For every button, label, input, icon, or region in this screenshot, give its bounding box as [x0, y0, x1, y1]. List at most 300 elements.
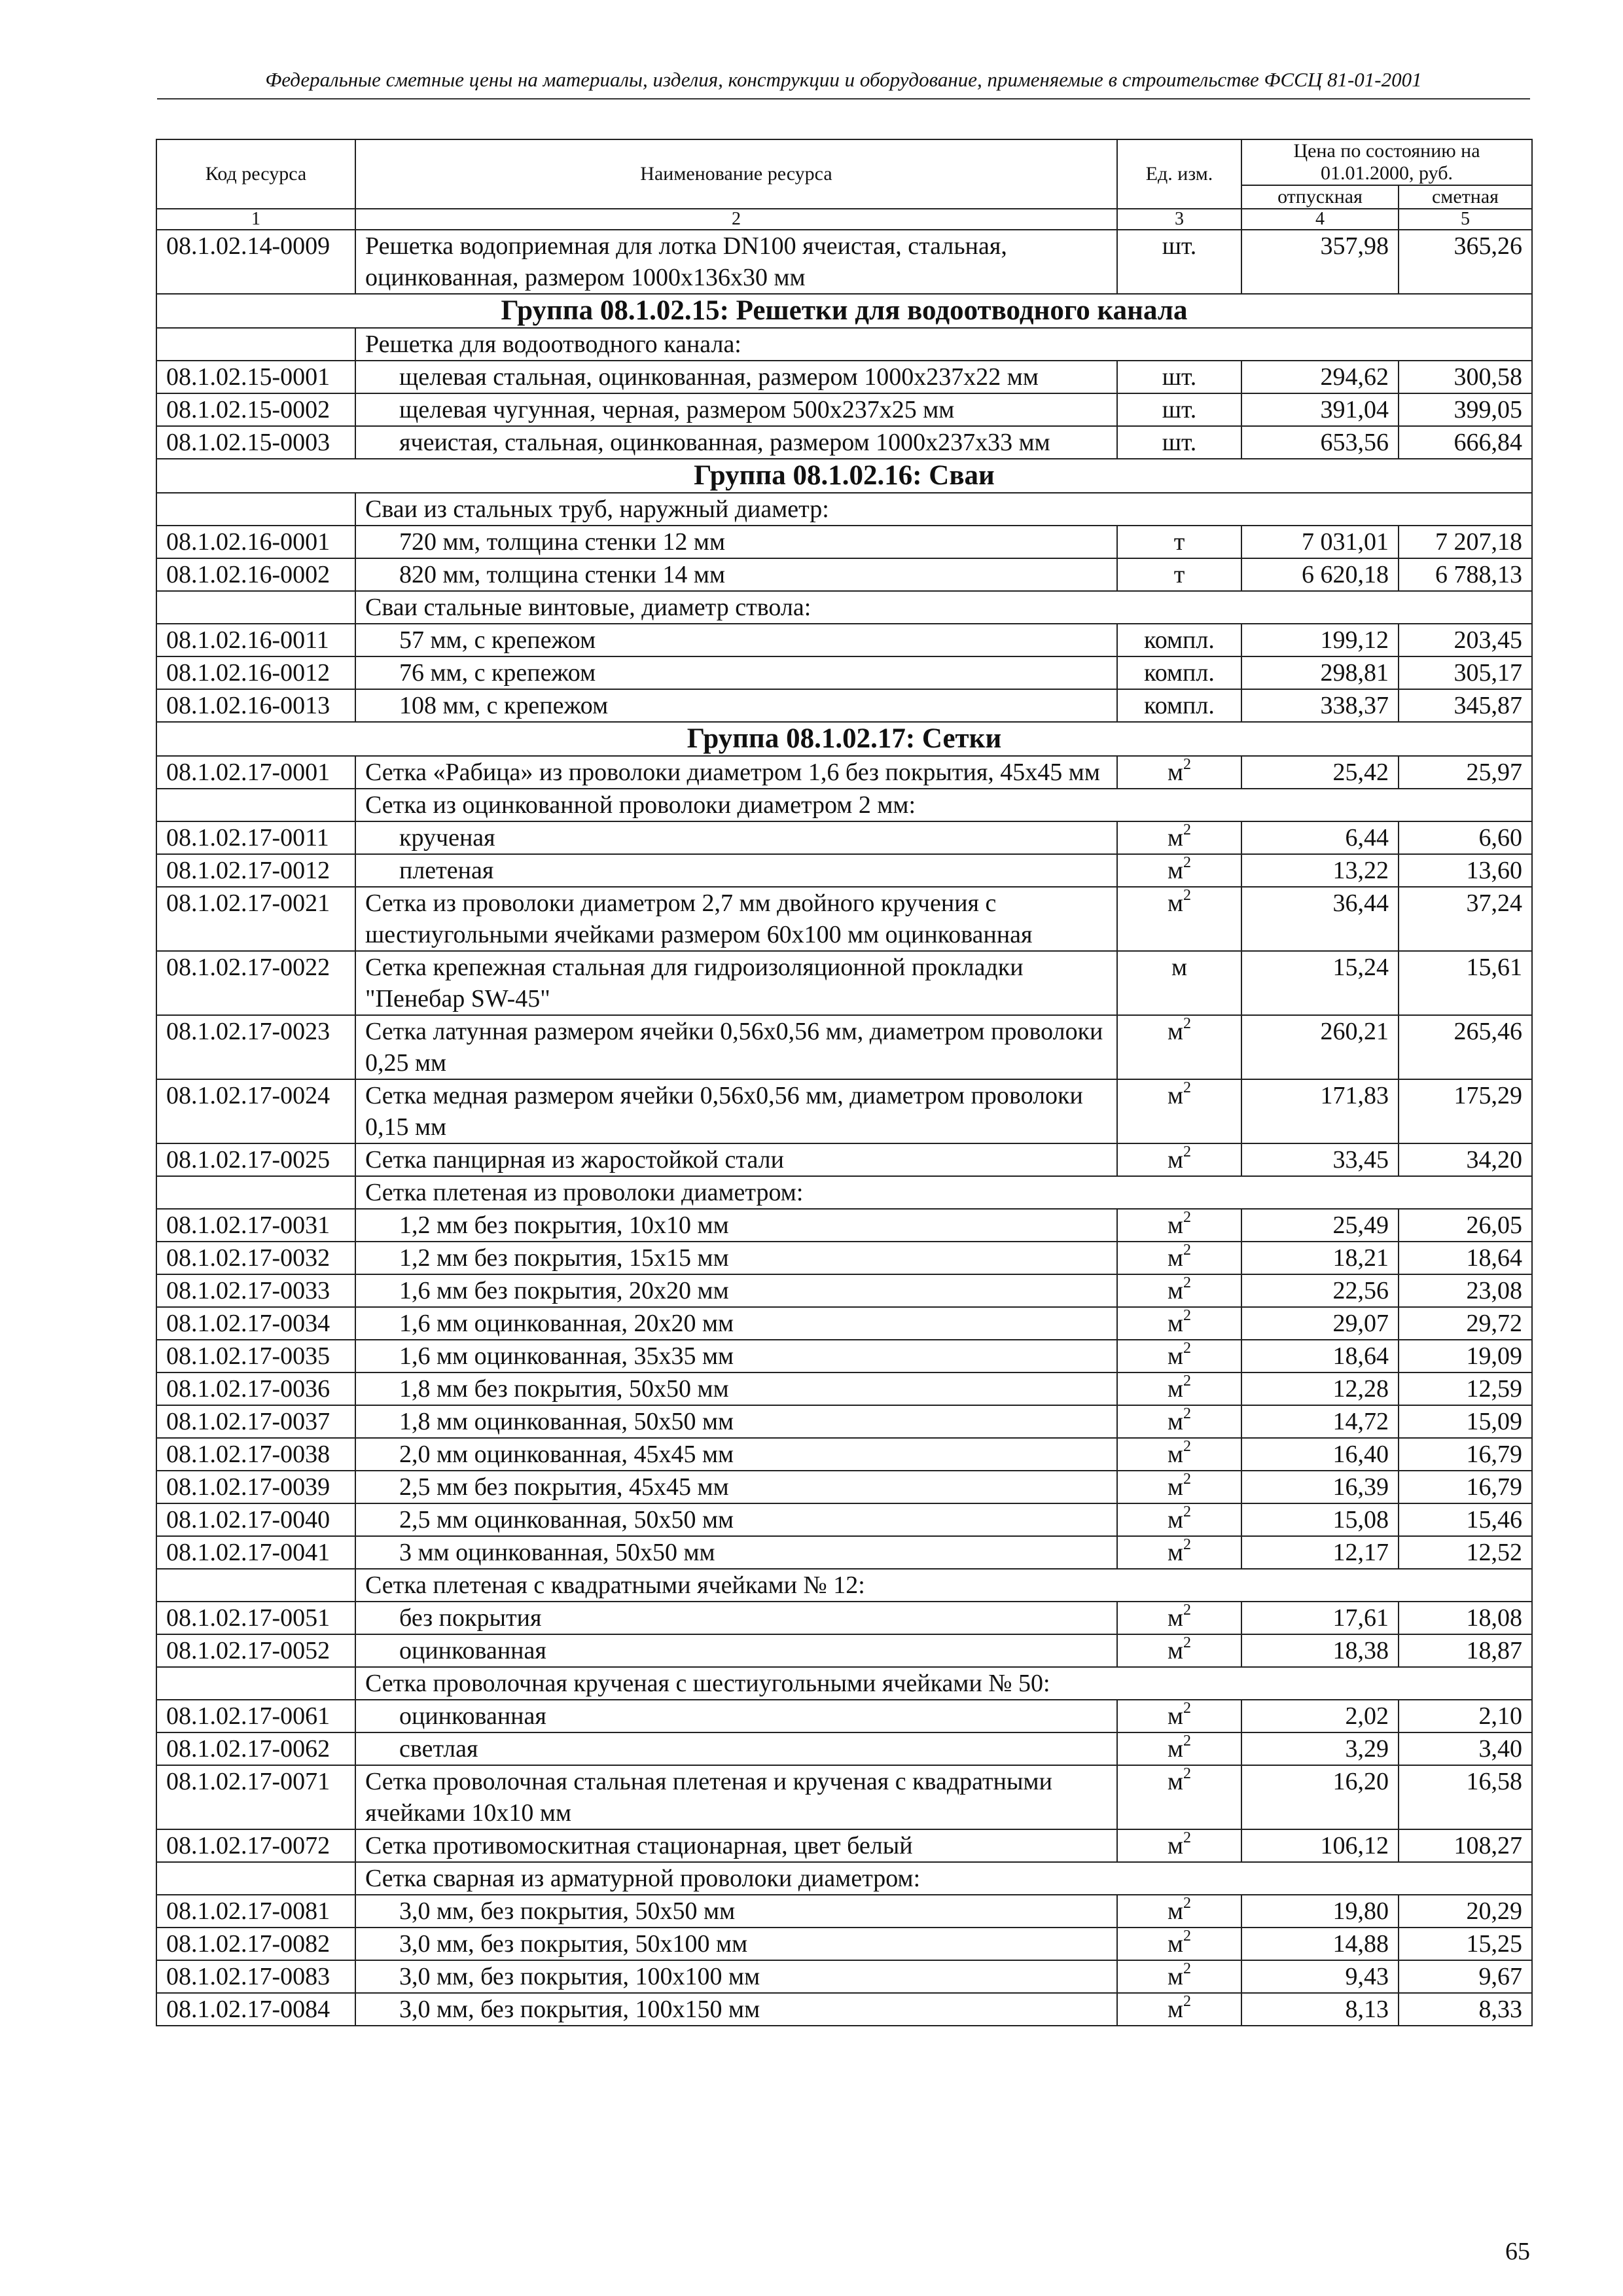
unit-cell — [1117, 526, 1241, 558]
resource-code: 08.1.02.17-0036 — [156, 1372, 355, 1405]
unit-cell — [1117, 1765, 1241, 1829]
running-header: Федеральные сметные цены на материалы, изделия, конструкции и оборудование, применяемые в строительстве ФССЦ 81-01-2001 — [157, 68, 1530, 99]
release-price: 15,24 — [1241, 951, 1399, 1015]
table-row — [156, 1372, 1532, 1405]
subheading-row — [156, 493, 1532, 526]
estimate-price: 300,58 — [1399, 361, 1532, 393]
resource-name-text: 3,0 мм, без покрытия, 100х100 мм — [399, 1963, 760, 1990]
unit-cell — [1117, 393, 1241, 426]
resource-code: 08.1.02.17-0032 — [156, 1242, 355, 1274]
unit-cell — [1117, 1960, 1241, 1993]
unit-cell — [1117, 656, 1241, 689]
estimate-price: 305,17 — [1399, 656, 1532, 689]
estimate-price: 666,84 — [1399, 426, 1532, 459]
resource-name-text: Сетка крепежная стальная для гидроизоляционной прокладки "Пенебар SW-45" — [365, 954, 1024, 1013]
col-header-name: Наименование ресурса — [355, 139, 1117, 209]
code-cell-empty — [156, 789, 355, 821]
estimate-price: 29,72 — [1399, 1307, 1532, 1340]
table-body — [156, 230, 1532, 2026]
estimate-price: 34,20 — [1399, 1143, 1532, 1176]
resource-name-text: Сетка панцирная из жаростойкой стали — [365, 1146, 784, 1174]
unit-superscript: 2 — [1183, 1960, 1192, 1978]
group-title: Группа 08.1.02.16: Сваи — [156, 459, 1532, 493]
resource-code: 08.1.02.14-0009 — [156, 230, 355, 294]
group-heading-row — [156, 294, 1532, 328]
resource-name — [355, 526, 1117, 558]
resource-name-text: без покрытия — [399, 1604, 542, 1632]
resource-name — [355, 1634, 1117, 1667]
unit-superscript: 2 — [1183, 756, 1192, 774]
resource-name — [355, 558, 1117, 591]
group-title: Группа 08.1.02.15: Решетки для водоотводного канала — [156, 294, 1532, 328]
release-price: 18,38 — [1241, 1634, 1399, 1667]
resource-name — [355, 1405, 1117, 1438]
release-price: 12,17 — [1241, 1536, 1399, 1569]
unit-cell — [1117, 1079, 1241, 1143]
table-row — [156, 854, 1532, 887]
estimate-price: 25,97 — [1399, 756, 1532, 789]
resource-name-text: светлая — [399, 1735, 478, 1763]
table-row — [156, 1928, 1532, 1960]
resource-name — [355, 1307, 1117, 1340]
release-price: 18,21 — [1241, 1242, 1399, 1274]
resource-name-text: оцинкованная — [399, 1637, 546, 1664]
resource-name — [355, 1503, 1117, 1536]
estimate-price: 2,10 — [1399, 1700, 1532, 1732]
estimate-price: 3,40 — [1399, 1732, 1532, 1765]
release-price: 199,12 — [1241, 624, 1399, 656]
table-row — [156, 1765, 1532, 1829]
group-title: Группа 08.1.02.17: Сетки — [156, 722, 1532, 756]
group-heading-row — [156, 722, 1532, 756]
resource-name-text: Решетка водоприемная для лотка DN100 ячеистая, стальная, оцинкованная, размером 1000х136х30 мм — [365, 232, 1007, 291]
subheading-row — [156, 789, 1532, 821]
unit-superscript: 2 — [1183, 1895, 1192, 1912]
table-row — [156, 230, 1532, 294]
release-price: 16,39 — [1241, 1471, 1399, 1503]
subheading-row — [156, 328, 1532, 361]
resource-code: 08.1.02.17-0035 — [156, 1340, 355, 1372]
table-row — [156, 1209, 1532, 1242]
unit-text: м — [1167, 1211, 1184, 1239]
estimate-price: 365,26 — [1399, 230, 1532, 294]
unit-text: м — [1167, 1930, 1184, 1958]
table-row — [156, 1700, 1532, 1732]
resource-name-text: ячеистая, стальная, оцинкованная, размером 1000х237х33 мм — [399, 429, 1050, 456]
resource-code: 08.1.02.17-0041 — [156, 1536, 355, 1569]
resource-code: 08.1.02.17-0012 — [156, 854, 355, 887]
resource-name-text: 1,6 мм без покрытия, 20х20 мм — [399, 1277, 729, 1304]
resource-name — [355, 854, 1117, 887]
release-price: 2,02 — [1241, 1700, 1399, 1732]
table-row — [156, 1438, 1532, 1471]
unit-superscript: 2 — [1183, 1634, 1192, 1652]
table-row — [156, 756, 1532, 789]
price-table — [156, 139, 1533, 2026]
unit-cell — [1117, 1634, 1241, 1667]
unit-text: м — [1167, 1441, 1184, 1468]
subheading-row — [156, 1667, 1532, 1700]
resource-code: 08.1.02.17-0039 — [156, 1471, 355, 1503]
release-price: 16,20 — [1241, 1765, 1399, 1829]
table-row — [156, 1274, 1532, 1307]
col-header-release: отпускная — [1241, 185, 1399, 209]
unit-cell — [1117, 1928, 1241, 1960]
unit-superscript: 2 — [1183, 1209, 1192, 1227]
resource-name-text: 3,0 мм, без покрытия, 50х50 мм — [399, 1897, 736, 1925]
unit-text: м — [1167, 1473, 1184, 1501]
unit-superscript: 2 — [1183, 1928, 1192, 1945]
resource-name — [355, 1829, 1117, 1862]
resource-code: 08.1.02.17-0072 — [156, 1829, 355, 1862]
resource-name — [355, 1438, 1117, 1471]
resource-name — [355, 1015, 1117, 1079]
unit-cell — [1117, 1829, 1241, 1862]
unit-text: м — [1167, 1244, 1184, 1272]
resource-name — [355, 1242, 1117, 1274]
table-row — [156, 656, 1532, 689]
release-price: 12,28 — [1241, 1372, 1399, 1405]
resource-code: 08.1.02.17-0021 — [156, 887, 355, 951]
table-row — [156, 526, 1532, 558]
unit-superscript: 2 — [1183, 1993, 1192, 2011]
unit-superscript: 2 — [1183, 1242, 1192, 1259]
unit-cell — [1117, 821, 1241, 854]
unit-cell — [1117, 558, 1241, 591]
code-cell-empty — [156, 493, 355, 526]
unit-cell — [1117, 426, 1241, 459]
release-price: 338,37 — [1241, 689, 1399, 722]
unit-superscript: 2 — [1183, 1274, 1192, 1292]
unit-cell — [1117, 1372, 1241, 1405]
resource-name — [355, 1079, 1117, 1143]
release-price: 106,12 — [1241, 1829, 1399, 1862]
release-price: 29,07 — [1241, 1307, 1399, 1340]
estimate-price: 23,08 — [1399, 1274, 1532, 1307]
resource-name-text: Сетка медная размером ячейки 0,56х0,56 мм, диаметром проволоки 0,15 мм — [365, 1082, 1083, 1141]
release-price: 357,98 — [1241, 230, 1399, 294]
subheading-title: Сваи из стальных труб, наружный диаметр: — [355, 493, 1532, 526]
unit-text: шт. — [1162, 396, 1197, 423]
unit-cell — [1117, 1895, 1241, 1928]
resource-code: 08.1.02.17-0038 — [156, 1438, 355, 1471]
unit-superscript: 2 — [1183, 1405, 1192, 1423]
estimate-price: 19,09 — [1399, 1340, 1532, 1372]
col-header-unit: Ед. изм. — [1117, 139, 1241, 209]
table-row — [156, 1015, 1532, 1079]
resource-name-text: 720 мм, толщина стенки 12 мм — [399, 528, 726, 556]
unit-text: м — [1167, 1082, 1184, 1109]
release-price: 6 620,18 — [1241, 558, 1399, 591]
col-header-code: Код ресурса — [156, 139, 355, 209]
estimate-price: 18,87 — [1399, 1634, 1532, 1667]
unit-text: м — [1167, 1310, 1184, 1337]
resource-name — [355, 1895, 1117, 1928]
subheading-title: Сваи стальные винтовые, диаметр ствола: — [355, 591, 1532, 624]
unit-text: м — [1167, 1963, 1184, 1990]
release-price: 25,49 — [1241, 1209, 1399, 1242]
group-heading-row — [156, 459, 1532, 493]
unit-cell — [1117, 1438, 1241, 1471]
table-row — [156, 1536, 1532, 1569]
subheading-row — [156, 1569, 1532, 1602]
unit-superscript: 2 — [1183, 887, 1192, 905]
resource-code: 08.1.02.17-0025 — [156, 1143, 355, 1176]
release-price: 7 031,01 — [1241, 526, 1399, 558]
release-price: 6,44 — [1241, 821, 1399, 854]
estimate-price: 37,24 — [1399, 887, 1532, 951]
release-price: 14,72 — [1241, 1405, 1399, 1438]
unit-superscript: 2 — [1183, 1700, 1192, 1717]
unit-text: м — [1167, 1146, 1184, 1174]
table-row — [156, 1079, 1532, 1143]
resource-name — [355, 426, 1117, 459]
table-row — [156, 1960, 1532, 1993]
unit-cell — [1117, 1503, 1241, 1536]
estimate-price: 108,27 — [1399, 1829, 1532, 1862]
resource-name — [355, 1602, 1117, 1634]
unit-text: шт. — [1162, 363, 1197, 391]
unit-cell — [1117, 1602, 1241, 1634]
table-row — [156, 951, 1532, 1015]
unit-superscript: 2 — [1183, 1015, 1192, 1033]
resource-code: 08.1.02.17-0083 — [156, 1960, 355, 1993]
resource-name — [355, 1536, 1117, 1569]
unit-text: м — [1167, 1375, 1184, 1403]
release-price: 391,04 — [1241, 393, 1399, 426]
estimate-price: 20,29 — [1399, 1895, 1532, 1928]
code-cell-empty — [156, 1176, 355, 1209]
unit-cell — [1117, 1015, 1241, 1079]
resource-name — [355, 1372, 1117, 1405]
unit-text: м — [1167, 759, 1184, 786]
unit-text: м — [1167, 1897, 1184, 1925]
unit-cell — [1117, 1993, 1241, 2026]
resource-name — [355, 951, 1117, 1015]
resource-name — [355, 230, 1117, 294]
estimate-price: 265,46 — [1399, 1015, 1532, 1079]
resource-code: 08.1.02.15-0001 — [156, 361, 355, 393]
page-number: 65 — [1505, 2238, 1530, 2265]
resource-name — [355, 821, 1117, 854]
table-row — [156, 1242, 1532, 1274]
unit-text: шт. — [1162, 232, 1197, 260]
estimate-price: 13,60 — [1399, 854, 1532, 887]
subheading-row — [156, 1862, 1532, 1895]
table-row — [156, 361, 1532, 393]
unit-cell — [1117, 1209, 1241, 1242]
unit-text: м — [1167, 1996, 1184, 2023]
resource-name-text: оцинкованная — [399, 1702, 546, 1730]
resource-name-text: плетеная — [399, 857, 494, 884]
unit-text: компл. — [1144, 659, 1215, 687]
resource-name — [355, 1732, 1117, 1765]
unit-cell — [1117, 1274, 1241, 1307]
resource-name — [355, 1274, 1117, 1307]
resource-code: 08.1.02.17-0001 — [156, 756, 355, 789]
unit-cell — [1117, 230, 1241, 294]
resource-name-text: 1,6 мм оцинкованная, 35х35 мм — [399, 1342, 734, 1370]
release-price: 16,40 — [1241, 1438, 1399, 1471]
col-number-2: 2 — [355, 209, 1117, 230]
resource-name — [355, 1471, 1117, 1503]
estimate-price: 15,61 — [1399, 951, 1532, 1015]
resource-code: 08.1.02.17-0081 — [156, 1895, 355, 1928]
resource-code: 08.1.02.17-0023 — [156, 1015, 355, 1079]
table-row — [156, 1732, 1532, 1765]
code-cell-empty — [156, 328, 355, 361]
resource-name — [355, 1700, 1117, 1732]
unit-text: м — [1167, 824, 1184, 852]
release-price: 294,62 — [1241, 361, 1399, 393]
unit-text: м — [1167, 1702, 1184, 1730]
resource-code: 08.1.02.16-0013 — [156, 689, 355, 722]
release-price: 9,43 — [1241, 1960, 1399, 1993]
resource-name-text: 1,8 мм оцинкованная, 50х50 мм — [399, 1408, 734, 1435]
table-row — [156, 1503, 1532, 1536]
resource-name-text: крученая — [399, 824, 495, 852]
resource-code: 08.1.02.17-0071 — [156, 1765, 355, 1829]
unit-cell — [1117, 1732, 1241, 1765]
unit-text: м — [1167, 1539, 1184, 1566]
release-price: 13,22 — [1241, 854, 1399, 887]
unit-superscript: 2 — [1183, 1307, 1192, 1325]
estimate-price: 16,58 — [1399, 1765, 1532, 1829]
resource-name-text: Сетка из проволоки диаметром 2,7 мм двойного кручения с шестиугольными ячейками размером 60х100 мм оцинкованная — [365, 889, 1033, 948]
resource-code: 08.1.02.17-0051 — [156, 1602, 355, 1634]
unit-cell — [1117, 624, 1241, 656]
estimate-price: 15,09 — [1399, 1405, 1532, 1438]
release-price: 36,44 — [1241, 887, 1399, 951]
subheading-title: Решетка для водоотводного канала: — [355, 328, 1532, 361]
col-header-price: Цена по состоянию на 01.01.2000, руб. — [1241, 139, 1532, 185]
unit-text: м — [1171, 954, 1188, 981]
estimate-price: 16,79 — [1399, 1471, 1532, 1503]
unit-cell — [1117, 1143, 1241, 1176]
resource-name-text: Сетка «Рабица» из проволоки диаметром 1,6 без покрытия, 45х45 мм — [365, 759, 1100, 786]
unit-superscript: 2 — [1183, 1143, 1192, 1161]
resource-name — [355, 656, 1117, 689]
resource-name-text: 2,5 мм оцинкованная, 50х50 мм — [399, 1506, 734, 1534]
estimate-price: 175,29 — [1399, 1079, 1532, 1143]
unit-text: м — [1167, 1735, 1184, 1763]
subheading-row — [156, 1176, 1532, 1209]
resource-name-text: 1,2 мм без покрытия, 10х10 мм — [399, 1211, 729, 1239]
unit-superscript: 2 — [1183, 1372, 1192, 1390]
unit-text: м — [1167, 1277, 1184, 1304]
unit-text: м — [1167, 1637, 1184, 1664]
table-row — [156, 1143, 1532, 1176]
unit-superscript: 2 — [1183, 1536, 1192, 1554]
estimate-price: 6,60 — [1399, 821, 1532, 854]
estimate-price: 6 788,13 — [1399, 558, 1532, 591]
resource-name — [355, 361, 1117, 393]
subheading-title: Сетка плетеная с квадратными ячейками № 12: — [355, 1569, 1532, 1602]
table-row — [156, 624, 1532, 656]
subheading-title: Сетка проволочная крученая с шестиугольными ячейками № 50: — [355, 1667, 1532, 1700]
resource-name — [355, 689, 1117, 722]
resource-name — [355, 1209, 1117, 1242]
resource-name-text: 3,0 мм, без покрытия, 100х150 мм — [399, 1996, 760, 2023]
resource-code: 08.1.02.16-0012 — [156, 656, 355, 689]
resource-name-text: Сетка проволочная стальная плетеная и крученая с квадратными ячейками 10х10 мм — [365, 1768, 1052, 1827]
estimate-price: 12,59 — [1399, 1372, 1532, 1405]
table-row — [156, 1993, 1532, 2026]
table-row — [156, 1471, 1532, 1503]
resource-name-text: 1,8 мм без покрытия, 50х50 мм — [399, 1375, 729, 1403]
release-price: 25,42 — [1241, 756, 1399, 789]
unit-superscript: 2 — [1183, 1829, 1192, 1847]
estimate-price: 8,33 — [1399, 1993, 1532, 2026]
unit-superscript: 2 — [1183, 821, 1192, 839]
table-row — [156, 1829, 1532, 1862]
table-row — [156, 1602, 1532, 1634]
unit-cell — [1117, 756, 1241, 789]
unit-text: м — [1167, 1506, 1184, 1534]
release-price: 653,56 — [1241, 426, 1399, 459]
table-row — [156, 393, 1532, 426]
unit-cell — [1117, 1536, 1241, 1569]
release-price: 22,56 — [1241, 1274, 1399, 1307]
col-number-3: 3 — [1117, 209, 1241, 230]
estimate-price: 399,05 — [1399, 393, 1532, 426]
unit-cell — [1117, 854, 1241, 887]
estimate-price: 345,87 — [1399, 689, 1532, 722]
resource-code: 08.1.02.15-0003 — [156, 426, 355, 459]
resource-name — [355, 1960, 1117, 1993]
resource-code: 08.1.02.17-0062 — [156, 1732, 355, 1765]
resource-code: 08.1.02.16-0002 — [156, 558, 355, 591]
unit-text: м — [1167, 889, 1184, 917]
unit-superscript: 2 — [1183, 1079, 1192, 1097]
resource-name-text: Сетка противомоскитная стационарная, цвет белый — [365, 1832, 913, 1859]
col-header-estimate: сметная — [1399, 185, 1532, 209]
resource-code: 08.1.02.17-0052 — [156, 1634, 355, 1667]
unit-cell — [1117, 1471, 1241, 1503]
resource-name — [355, 756, 1117, 789]
col-number-5: 5 — [1399, 209, 1532, 230]
release-price: 3,29 — [1241, 1732, 1399, 1765]
resource-code: 08.1.02.17-0037 — [156, 1405, 355, 1438]
table-row — [156, 689, 1532, 722]
table-row — [156, 887, 1532, 951]
resource-name-text: 2,5 мм без покрытия, 45х45 мм — [399, 1473, 729, 1501]
estimate-price: 15,46 — [1399, 1503, 1532, 1536]
table-row — [156, 1307, 1532, 1340]
release-price: 171,83 — [1241, 1079, 1399, 1143]
unit-text: м — [1167, 1604, 1184, 1632]
resource-name-text: 57 мм, с крепежом — [399, 626, 596, 654]
subheading-title: Сетка из оцинкованной проволоки диаметром 2 мм: — [355, 789, 1532, 821]
col-number-1: 1 — [156, 209, 355, 230]
resource-code: 08.1.02.15-0002 — [156, 393, 355, 426]
resource-name-text: 108 мм, с крепежом — [399, 692, 609, 719]
unit-cell — [1117, 951, 1241, 1015]
resource-code: 08.1.02.17-0022 — [156, 951, 355, 1015]
estimate-price: 203,45 — [1399, 624, 1532, 656]
unit-cell — [1117, 1405, 1241, 1438]
unit-cell — [1117, 1307, 1241, 1340]
code-cell-empty — [156, 1569, 355, 1602]
resource-code: 08.1.02.17-0082 — [156, 1928, 355, 1960]
resource-name-text: щелевая стальная, оцинкованная, размером 1000х237х22 мм — [399, 363, 1039, 391]
estimate-price: 26,05 — [1399, 1209, 1532, 1242]
resource-name-text: 820 мм, толщина стенки 14 мм — [399, 561, 726, 588]
unit-text: м — [1167, 1832, 1184, 1859]
unit-superscript: 2 — [1183, 1732, 1192, 1750]
resource-name — [355, 887, 1117, 951]
resource-code: 08.1.02.16-0001 — [156, 526, 355, 558]
